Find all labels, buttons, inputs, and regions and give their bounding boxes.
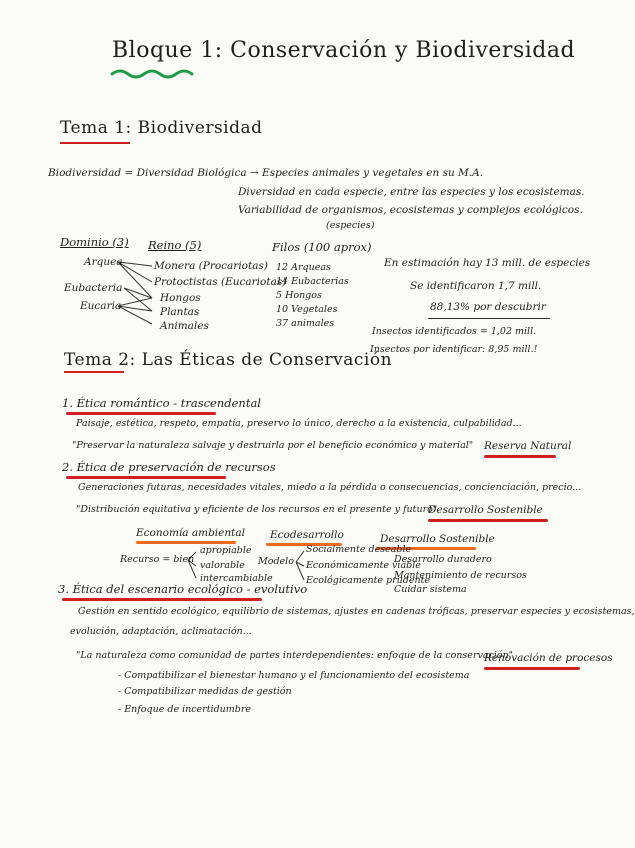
ds-item: Mantenimiento de recursos: [394, 570, 527, 581]
etica2-tag-highlight: [428, 519, 548, 522]
etica2-tag: Desarrollo Sostenible: [428, 504, 543, 516]
reino-item: Animales: [160, 320, 209, 332]
stat-identified: Se identificaron 1,7 mill.: [410, 280, 542, 292]
filo-item: 5 Hongos: [276, 290, 322, 301]
reino-item: Monera (Procariotas): [154, 260, 268, 272]
biodiversity-point-3: Variabilidad de organismos, ecosistemas y complejos ecológicos.: [238, 204, 583, 216]
modelo-item: Económicamente viable: [306, 560, 421, 571]
etica1-keywords: Paisaje, estética, respeto, empatía, preservo lo único, derecho a la existencia, culpabilidad...: [76, 418, 522, 429]
reino-item: Protoctistas (Eucariotas): [154, 276, 287, 288]
biodiversity-definition: Biodiversidad = Diversidad Biológica → Especies animales y vegetales en su M.A.: [48, 167, 484, 179]
stat-underline: [428, 318, 550, 319]
desarrollo-sostenible-header: Desarrollo Sostenible: [380, 533, 495, 545]
stat-insects-pending: Insectos por identificar: 8,95 mill.!: [370, 344, 538, 355]
stat-insects-identified: Insectos identificados = 1,02 mill.: [372, 326, 537, 337]
etica1-highlight: [66, 412, 216, 415]
dominio-item: Arquea: [84, 256, 123, 268]
economia-ambiental-highlight: [136, 541, 236, 544]
biodiversity-point-2: Diversidad en cada especie, entre las especies y los ecosistemas.: [238, 186, 585, 198]
etica2-keywords: Generaciones futuras, necesidades vitales, miedo a la pérdida o consecuencias, concienciación, precio...: [78, 482, 582, 493]
filos-header: Filos (100 aprox): [272, 240, 372, 254]
tema2-title: Tema 2: Las Éticas de Conservación: [64, 350, 393, 370]
ds-item: Desarrollo duradero: [394, 554, 492, 565]
recurso-item: intercambiable: [200, 573, 273, 584]
etica3-bullet: - Enfoque de incertidumbre: [118, 704, 252, 715]
economia-ambiental-header: Economía ambiental: [136, 527, 245, 539]
etica2-quote: "Distribución equitativa y eficiente de los recursos en el presente y futuro": [76, 504, 438, 515]
filo-item: 37 animales: [276, 318, 335, 329]
page-title: Bloque 1: Conservación y Biodiversidad: [112, 38, 576, 63]
reino-item: Hongos: [160, 292, 201, 304]
modelo-label: Modelo: [258, 556, 294, 567]
filo-item: 10 Vegetales: [276, 304, 338, 315]
ecodesarrollo-header: Ecodesarrollo: [270, 529, 344, 541]
stat-estimated: En estimación hay 13 mill. de especies: [384, 257, 591, 269]
filo-item: 12 Arqueas: [276, 262, 331, 273]
etica3-keywords-2: evolución, adaptación, aclimatación...: [70, 626, 252, 637]
reino-item: Plantas: [160, 306, 200, 318]
dominio-item: Eucaria: [80, 300, 122, 312]
reino-header: Reino (5): [148, 238, 202, 252]
etica3-title: 3. Ética del escenario ecológico - evolutivo: [58, 582, 308, 596]
etica3-highlight: [62, 598, 262, 601]
etica1-quote: "Preservar la naturaleza salvaje y destruirla por el beneficio económico y material": [72, 440, 474, 451]
dominio-header: Dominio (3): [60, 235, 129, 249]
ds-item: Cuidar sistema: [394, 584, 467, 595]
etica3-keywords-1: Gestión en sentido ecológico, equilibrio de sistemas, ajustes en cadenas tróficas, preservar especies y ecosistemas,: [78, 606, 635, 617]
etica3-bullet: - Compatibilizar medidas de gestión: [118, 686, 292, 697]
modelo-item: Socialmente deseable: [306, 544, 412, 555]
recurso-label: Recurso = bien: [120, 554, 195, 565]
etica1-title: 1. Ética romántico - trascendental: [62, 396, 261, 410]
modelo-item: Ecológicamente prudente: [306, 575, 431, 586]
etica2-title: 2. Ética de preservación de recursos: [62, 460, 276, 474]
etica1-tag: Reserva Natural: [484, 440, 572, 452]
stat-undiscovered: 88,13% por descubrir: [430, 301, 546, 313]
etica3-quote: "La naturaleza como comunidad de partes interdependientes: enfoque de la conservación": [76, 650, 514, 661]
etica3-bullet: - Compatibilizar el bienestar humano y el funcionamiento del ecosistema: [118, 670, 470, 681]
tema1-title: Tema 1: Biodiversidad: [60, 118, 263, 138]
etica2-highlight: [66, 476, 226, 479]
recurso-item: valorable: [200, 560, 245, 571]
etica3-tag: Renovación de procesos: [484, 652, 613, 664]
recurso-item: apropiable: [200, 545, 252, 556]
filo-item: 14 Eubacterias: [276, 276, 349, 287]
dominio-item: Eubacteria: [64, 282, 123, 294]
etica3-tag-highlight: [484, 667, 580, 670]
etica1-tag-highlight: [484, 455, 556, 458]
biodiversity-point-3-note: (especies): [326, 220, 375, 231]
